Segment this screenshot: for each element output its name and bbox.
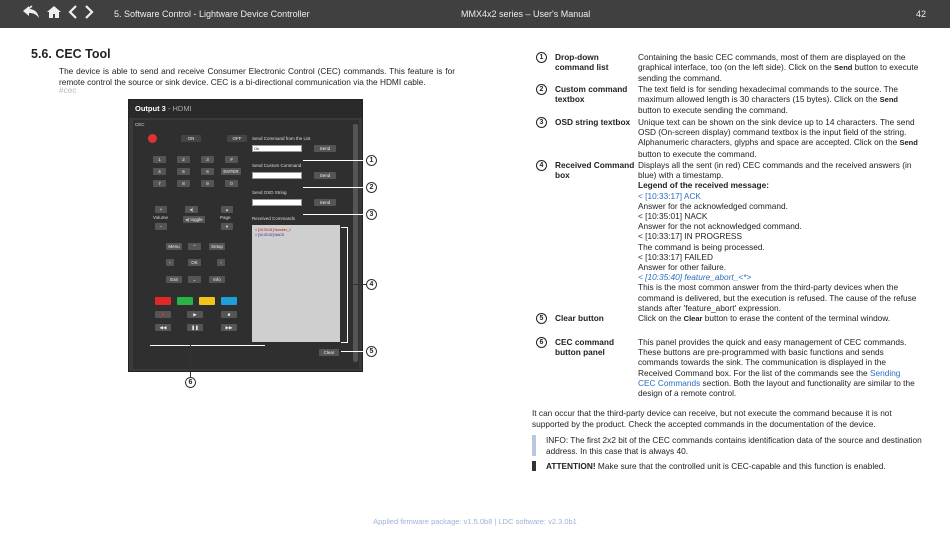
screenshot-title-bar: Output 3 - HDMI bbox=[129, 100, 362, 118]
key-4[interactable]: 4 bbox=[153, 168, 166, 175]
attention-label: ATTENTION! bbox=[546, 461, 596, 471]
item-number: 5 bbox=[536, 313, 547, 324]
home-icon[interactable] bbox=[46, 5, 62, 19]
leader-line-4 bbox=[348, 284, 366, 285]
red-button[interactable] bbox=[155, 297, 171, 305]
clear-button[interactable]: Clear bbox=[319, 349, 339, 356]
attention-box bbox=[532, 461, 928, 471]
cec-panel bbox=[133, 120, 359, 369]
legend-title: Legend of the received message: bbox=[638, 180, 769, 191]
item-number: 1 bbox=[536, 52, 547, 63]
item-desc: Displays all the sent (in red) CEC commands and the received answers (in blue) with a timestamp. Legend of the received message: < [10:33:17] ACK Answer for the acknowledged command. < [10:35:01] NACK Answer for the not acknowledged command. < [10:33:17] IN PROGRESS The command is being processed. < [10:33:17] FAILED Answer for other failure. < [10:35:40] feature_abort_<*> This is the most common answer from the third-party devices when the command is delivered, but the execution is refused. The cause of the refuse stands after 'feature_abort' expression. bbox=[638, 160, 920, 313]
record-button[interactable]: ● bbox=[155, 311, 171, 318]
key-8[interactable]: 8 bbox=[177, 180, 190, 187]
volume-label: Volume bbox=[153, 215, 169, 220]
leader-line-3 bbox=[303, 214, 363, 215]
back-all-icon[interactable] bbox=[22, 5, 40, 19]
callout-5: 5 bbox=[366, 346, 377, 357]
volume-up-button[interactable]: + bbox=[155, 206, 167, 213]
left-button[interactable]: ‹ bbox=[166, 259, 174, 266]
item-name: Drop-down command list bbox=[555, 52, 609, 73]
item-name: Clear button bbox=[555, 313, 604, 323]
legend-in-progress: < [10:33:17] IN PROGRESS bbox=[638, 231, 742, 242]
cec-label: CEC bbox=[135, 122, 145, 127]
page-footer: Applied firmware package: v1.5.0b8 | LDC software: v2.3.0b1 bbox=[373, 517, 577, 526]
send-custom-label: Send Custom Command bbox=[252, 163, 302, 168]
setup-button[interactable]: Setup bbox=[209, 243, 225, 250]
item-name: Received Command box bbox=[555, 160, 635, 181]
key-5[interactable]: 5 bbox=[177, 168, 190, 175]
callout-1: 1 bbox=[366, 155, 377, 166]
callout-3: 3 bbox=[366, 209, 377, 220]
blue-button[interactable] bbox=[221, 297, 237, 305]
play-button[interactable]: ▶ bbox=[187, 311, 203, 318]
info-button[interactable]: Info bbox=[209, 276, 225, 283]
page-header bbox=[0, 0, 950, 28]
rewind-button[interactable]: ◀◀ bbox=[155, 324, 171, 331]
item-desc: Click on the Clear button to erase the content of the terminal window. bbox=[638, 313, 891, 323]
item-name: CEC command button panel bbox=[555, 337, 615, 358]
callout-2: 2 bbox=[366, 182, 377, 193]
item-name: OSD string textbox bbox=[555, 117, 631, 127]
page-down-button[interactable]: ▾ bbox=[221, 223, 233, 230]
item-number: 3 bbox=[536, 117, 547, 128]
yellow-button[interactable] bbox=[199, 297, 215, 305]
legend-failed: < [10:33:17] FAILED bbox=[638, 251, 713, 262]
chevron-left-icon[interactable] bbox=[68, 5, 78, 19]
stop-button[interactable]: ■ bbox=[221, 311, 237, 318]
leader-vert-4 bbox=[347, 227, 348, 343]
on-button[interactable]: ON bbox=[181, 135, 201, 142]
info-box: INFO: The first 2x2 bit of the CEC commands contains identification data of the source and destination address. In this case that is always 40. bbox=[532, 435, 928, 456]
callout-6: 6 bbox=[185, 377, 196, 388]
power-button[interactable] bbox=[148, 134, 157, 143]
output-name: Output 3 bbox=[135, 104, 166, 113]
leader-base-6 bbox=[150, 345, 265, 346]
sending-cec-link[interactable]: Sending CEC Commands bbox=[638, 367, 901, 388]
toggle-label: toggle bbox=[190, 217, 203, 222]
received-label: Received Commands bbox=[252, 216, 296, 221]
command-dropdown[interactable]: Ok bbox=[252, 145, 302, 152]
intro-text: The device is able to send and receive Consumer Electronic Control (CEC) commands. This feature is for remote control the source or sink device. CEC is a bi-directional communication via the HDMI cable. bbox=[59, 66, 455, 87]
output-sub: HDMI bbox=[172, 104, 192, 113]
page-up-button[interactable]: ▴ bbox=[221, 206, 233, 213]
ok-button[interactable]: OK bbox=[188, 259, 201, 266]
right-button[interactable]: › bbox=[217, 259, 225, 266]
nav-controls bbox=[22, 5, 94, 19]
note-text: It can occur that the third-party device can receive, but not execute the command because it is not supported by the product. Check the accepted commands in the documentation of the device. bbox=[532, 408, 892, 429]
item-number: 2 bbox=[536, 84, 547, 95]
received-line-answer: > [10:33:02] NACK bbox=[255, 233, 285, 237]
volume-down-button[interactable]: − bbox=[155, 223, 167, 230]
custom-command-input[interactable] bbox=[252, 172, 302, 179]
received-line-sent: < [10:33:01] Number_1 bbox=[255, 228, 291, 232]
key-2[interactable]: 2 bbox=[177, 156, 190, 163]
received-command-box[interactable] bbox=[252, 225, 340, 342]
header-section[interactable]: 5. Software Control - Lightware Device Controller bbox=[114, 9, 310, 19]
leader-bot-4 bbox=[341, 342, 348, 343]
key-7[interactable]: 7 bbox=[153, 180, 166, 187]
section-tag: #cec bbox=[59, 85, 77, 95]
key-0[interactable]: 0 bbox=[225, 180, 238, 187]
key-hash[interactable]: # bbox=[225, 156, 238, 163]
item-name: Custom command textbox bbox=[555, 84, 628, 105]
off-button[interactable]: OFF bbox=[227, 135, 247, 142]
key-enter[interactable]: ENTER bbox=[221, 168, 241, 175]
cec-tool-screenshot bbox=[128, 99, 363, 372]
down-button[interactable]: ⌄ bbox=[188, 276, 201, 283]
legend-feature-abort: < [10:35:40] feature_abort_<*> bbox=[638, 272, 752, 283]
send-osd-label: Send OSD String bbox=[252, 190, 287, 195]
leader-line-5 bbox=[341, 351, 366, 352]
toggle-button[interactable]: ◂) toggle bbox=[183, 216, 205, 223]
item-desc: Containing the basic CEC commands, most of them are displayed on the graphical interface, too (on the left side). Click on the Send button to execute sending the command. bbox=[638, 52, 919, 84]
pause-button[interactable]: ❚❚ bbox=[187, 324, 203, 331]
section-title: 5.6. CEC Tool bbox=[31, 47, 111, 61]
green-button[interactable] bbox=[177, 297, 193, 305]
chevron-right-icon[interactable] bbox=[84, 5, 94, 19]
page-label: Page bbox=[220, 215, 231, 220]
callout-4: 4 bbox=[366, 279, 377, 290]
send-osd-button[interactable]: Send bbox=[314, 199, 336, 206]
item-number: 6 bbox=[536, 337, 547, 348]
leader-tick-1 bbox=[302, 160, 303, 168]
item-desc: This panel provides the quick and easy management of CEC commands. These buttons are pre-programmed with basic functions and sends commands towards the sink. The communication is displayed in the Received Command box. For the list of the commands see the Sending CEC Commands section. Both the layout and functionality are similar to the design of a remote control. bbox=[638, 337, 915, 399]
leader-line-1 bbox=[303, 160, 363, 161]
page-number: 42 bbox=[915, 9, 926, 19]
exit-button[interactable]: Exit bbox=[166, 276, 182, 283]
key-6[interactable]: 6 bbox=[201, 168, 214, 175]
key-1[interactable]: 1 bbox=[153, 156, 166, 163]
legend-nack: < [10:35:01] NACK bbox=[638, 211, 708, 222]
leader-line-2 bbox=[303, 187, 363, 188]
mute-button[interactable]: ◂) bbox=[185, 206, 198, 213]
send-custom-button[interactable]: Send bbox=[314, 172, 336, 179]
header-title: MMX4x2 series – User's Manual bbox=[461, 9, 591, 19]
item-desc: The text field is for sending hexadecimal commands to the source. The maximum allowed length is 30 characters (15 bytes). Click on the Send button to execute sending the command. bbox=[638, 84, 898, 116]
forward-button[interactable]: ▶▶ bbox=[221, 324, 237, 331]
send-from-list-label: Send Command from the List bbox=[252, 136, 311, 141]
menu-button[interactable]: Menu bbox=[166, 243, 182, 250]
item-number: 4 bbox=[536, 160, 547, 171]
attention-text: Make sure that the controlled unit is CEC-capable and this function is enabled. bbox=[595, 461, 886, 471]
legend-ack: < [10:33:17] ACK bbox=[638, 190, 701, 201]
send-list-button[interactable]: Send bbox=[314, 145, 336, 152]
up-button[interactable]: ⌃ bbox=[188, 243, 201, 250]
item-desc: Unique text can be shown on the sink device up to 14 characters. The send OSD (On-screen display) command textbox is the input field of the string. Alphanumeric characters, glyphs and space are accepted. Click on the Send button to execute the command. bbox=[638, 117, 918, 159]
key-9[interactable]: 9 bbox=[201, 180, 214, 187]
osd-string-input[interactable] bbox=[252, 199, 302, 206]
leader-line-6 bbox=[190, 345, 191, 378]
key-3[interactable]: 3 bbox=[201, 156, 214, 163]
